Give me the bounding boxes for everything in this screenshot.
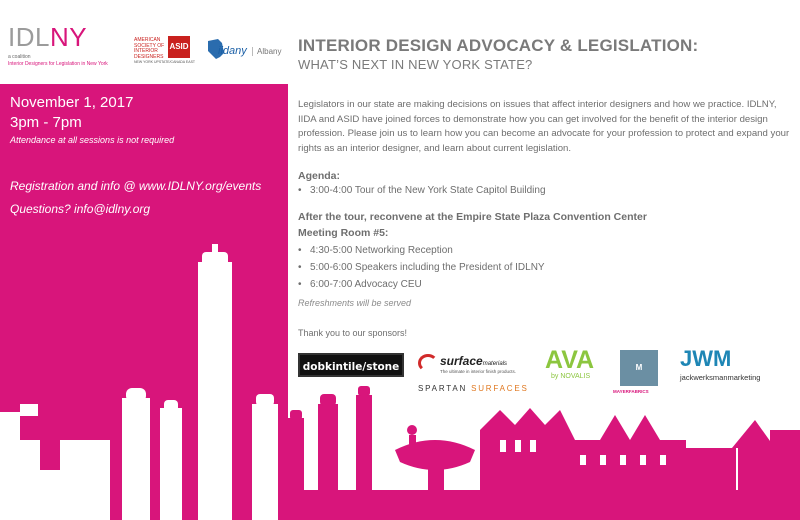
agenda-item bbox=[298, 262, 545, 273]
sponsor-jwm-logo: JWM bbox=[680, 346, 732, 371]
attendance-note: Attendance at all sessions is not required bbox=[10, 135, 175, 145]
surface-logo-word: surfacematerials bbox=[440, 354, 508, 368]
idlny-logo-accent: NY bbox=[49, 22, 88, 52]
iida-logo-city: Albany bbox=[252, 47, 281, 56]
bullet-icon: • bbox=[298, 185, 302, 196]
questions-email[interactable]: Questions? info@idlny.org bbox=[10, 202, 151, 216]
mayer-logo-label: MAYERFABRICS bbox=[613, 389, 649, 394]
agenda-item bbox=[298, 245, 453, 256]
registration-link[interactable]: Registration and info @ www.IDLNY.org/events bbox=[10, 179, 262, 193]
sponsor-surface-logo bbox=[418, 350, 536, 380]
asid-logo-text: AMERICAN SOCIETY OF INTERIOR DESIGNERS bbox=[134, 37, 165, 60]
sponsor-ava-logo bbox=[545, 347, 605, 387]
refreshments-note: Refreshments will be served bbox=[298, 298, 412, 308]
sponsor-spartan-logo: SPARTAN SURFACES bbox=[418, 384, 529, 393]
bullet-icon: • bbox=[298, 262, 302, 273]
sponsor-mayer-logo: M bbox=[620, 350, 658, 386]
agenda-item-text: 6:00-7:00 Advocacy CEU bbox=[310, 279, 422, 290]
sponsor-dobkin-logo: dobkintile/stone bbox=[298, 353, 404, 377]
sponsors-heading: Thank you to our sponsors! bbox=[298, 328, 408, 338]
bullet-icon: • bbox=[298, 279, 302, 290]
meeting-room-heading: Meeting Room #5: bbox=[298, 227, 389, 239]
event-date: November 1, 2017 bbox=[10, 94, 134, 111]
agenda-item-text: 5:00-6:00 Speakers including the President of IDLNY bbox=[310, 262, 545, 273]
surface-swoosh-icon bbox=[418, 354, 438, 372]
asid-logo bbox=[134, 36, 196, 64]
idlny-logo bbox=[8, 24, 108, 68]
agenda-item bbox=[298, 185, 546, 196]
agenda-heading: Agenda: bbox=[298, 170, 340, 182]
page-title: INTERIOR DESIGN ADVOCACY & LEGISLATION: bbox=[298, 36, 699, 55]
ava-logo-word: AVA bbox=[545, 346, 595, 374]
asid-logo-mark: ASID bbox=[168, 36, 190, 58]
asid-logo-sub: NEW YORK UPSTATE/CANADA EAST bbox=[134, 60, 196, 64]
idlny-subtitle: Interior Designers for Legislation in New York bbox=[8, 61, 108, 67]
iida-logo bbox=[206, 36, 286, 62]
intro-paragraph: Legislators in our state are making decisions on issues that affect interior designers and how we practice. IDLNY, IIDA and ASID have joined forces to demonstrate how you can get involved for the benefit of the interior design profession. Please join us to learn how you can become an advocate for your profession to protect and expand your rights as an interior designer, and learn about current legislation. bbox=[298, 99, 790, 154]
idlny-coalition-text: a coalition bbox=[8, 54, 31, 60]
agenda-item bbox=[298, 279, 422, 290]
page-subtitle: WHAT’S NEXT IN NEW YORK STATE? bbox=[298, 57, 533, 72]
after-tour-heading: After the tour, reconvene at the Empire State Plaza Convention Center bbox=[298, 211, 647, 223]
surface-logo-tagline: The ultimate in interior finish products. bbox=[440, 369, 517, 374]
ava-logo-sub: by NOVALIS bbox=[551, 373, 591, 380]
iida-logo-text: iidany bbox=[218, 45, 247, 57]
agenda-item-text: 4:30-5:00 Networking Reception bbox=[310, 245, 453, 256]
bullet-icon: • bbox=[298, 245, 302, 256]
idlny-logo-main: IDL bbox=[8, 22, 50, 52]
jwm-logo-sub: jackwerksmanmarketing bbox=[680, 373, 761, 382]
event-time: 3pm - 7pm bbox=[10, 114, 82, 131]
agenda-item-text: 3:00-4:00 Tour of the New York State Capitol Building bbox=[310, 185, 546, 196]
